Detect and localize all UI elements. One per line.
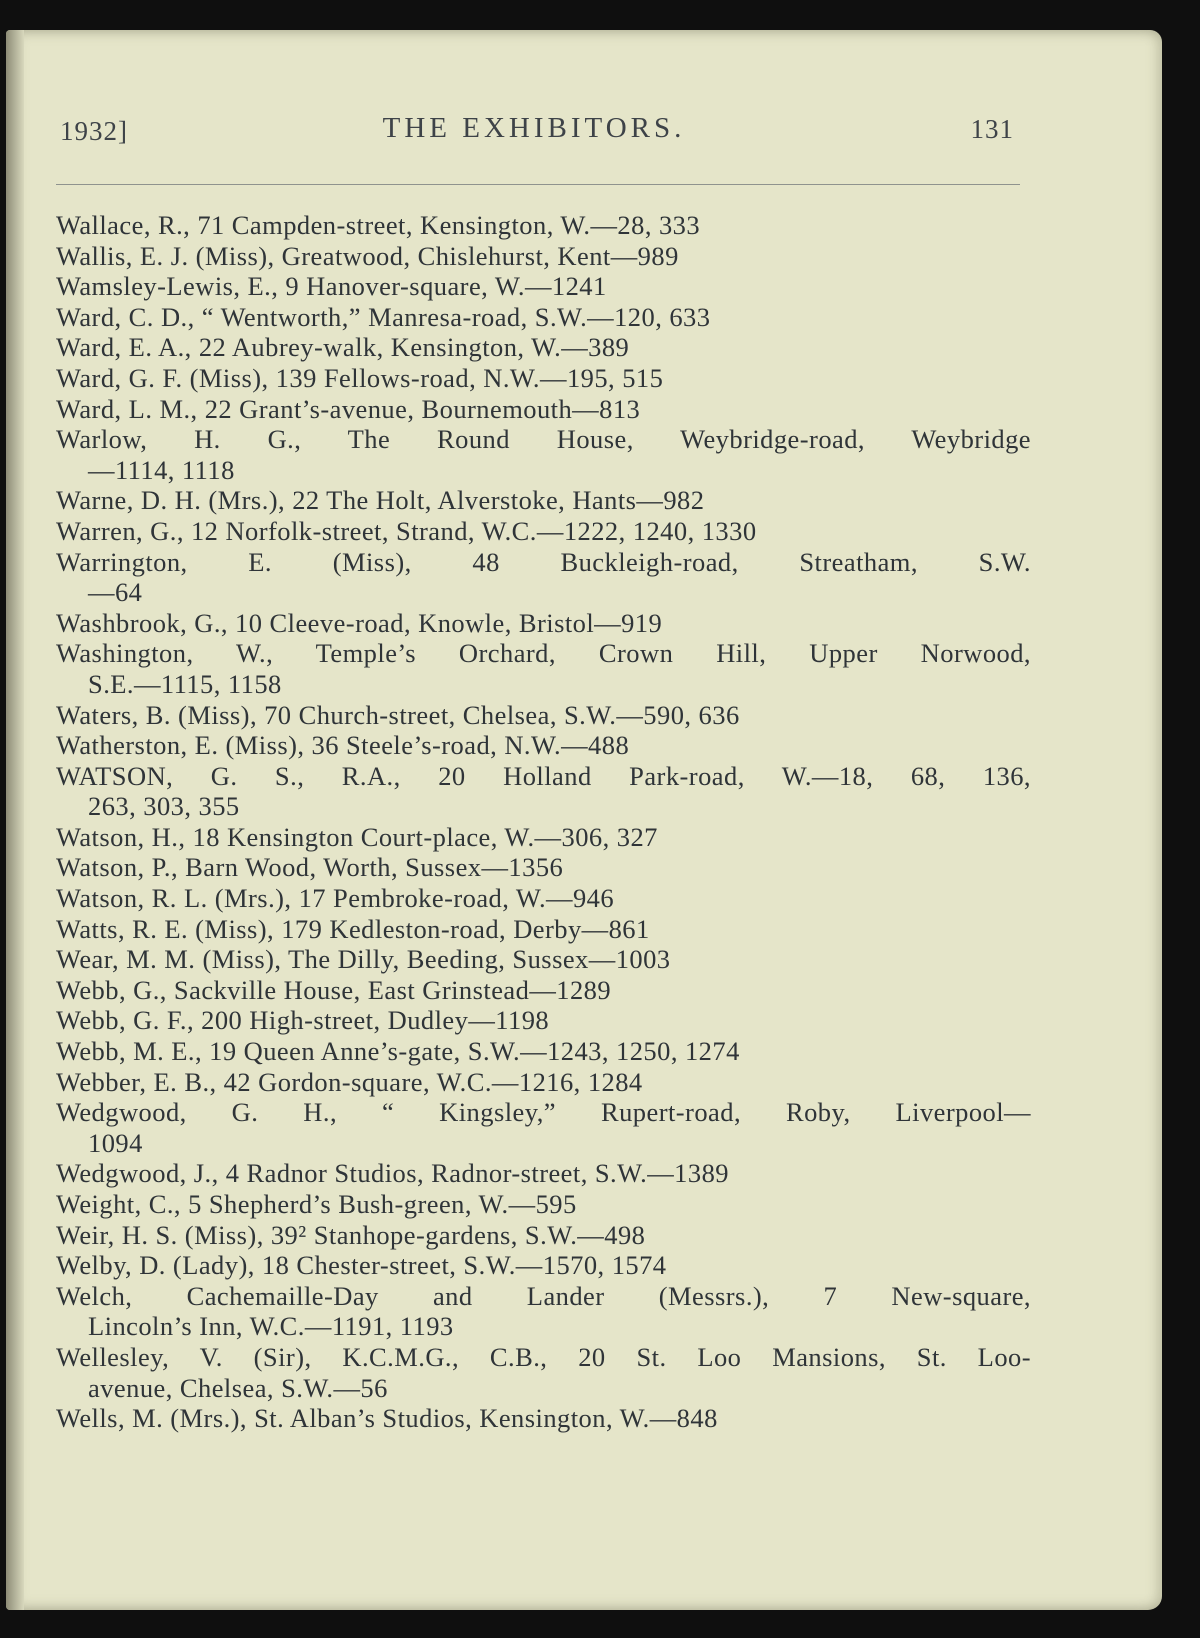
page-spine: [6, 30, 24, 1610]
exhibitor-entry: [56, 975, 1031, 1006]
exhibitor-entry: [56, 302, 1031, 333]
entry-line: Wallis, E. J. (Miss), Greatwood, Chislehurst, Kent—989: [56, 240, 679, 271]
exhibitor-entry: [56, 271, 1031, 302]
entry-line: Wamsley-Lewis, E., 9 Hanover-square, W.—1241: [56, 271, 607, 302]
exhibitor-entry: [56, 1342, 1031, 1403]
exhibitor-entry: [56, 424, 1031, 485]
entry-continuation-line: 1094: [88, 1127, 143, 1158]
entry-continuation-line: S.E.—1115, 1158: [88, 668, 282, 699]
entry-line: Welch, Cachemaille-Day and Lander (Messrs.), 7 New-square,: [56, 1280, 1031, 1311]
entry-line: WATSON, G. S., R.A., 20 Holland Park-road, W.—18, 68, 136,: [56, 760, 1031, 791]
entry-line: Wedgwood, J., 4 Radnor Studios, Radnor-street, S.W.—1389: [56, 1158, 729, 1189]
entry-line: Wellesley, V. (Sir), K.C.M.G., C.B., 20 St. Loo Mansions, St. Loo-: [56, 1341, 1031, 1372]
entry-line: Wells, M. (Mrs.), St. Alban’s Studios, Kensington, W.—848: [56, 1403, 718, 1434]
entry-line: Webb, G. F., 200 High-street, Dudley—1198: [56, 1005, 550, 1036]
entry-line: Welby, D. (Lady), 18 Chester-street, S.W.—1570, 1574: [56, 1250, 667, 1281]
exhibitor-list: [56, 210, 1031, 1434]
entry-line: Ward, E. A., 22 Aubrey-walk, Kensington, W.—389: [56, 332, 630, 363]
entry-line: Webb, G., Sackville House, East Grinstead—1289: [56, 974, 612, 1005]
entry-line: Warne, D. H. (Mrs.), 22 The Holt, Alverstoke, Hants—982: [56, 485, 705, 516]
exhibitor-entry: [56, 1281, 1031, 1342]
page-number: 131: [970, 114, 1014, 144]
exhibitor-entry: [56, 1036, 1031, 1067]
entry-line: Ward, G. F. (Miss), 139 Fellows-road, N.W.—195, 515: [56, 362, 664, 393]
entry-line: Weight, C., 5 Shepherd’s Bush-green, W.—595: [56, 1189, 577, 1219]
exhibitor-entry: [56, 822, 1031, 853]
entry-continuation-line: Lincoln’s Inn, W.C.—1191, 1193: [88, 1311, 454, 1342]
entry-line: Wear, M. M. (Miss), The Dilly, Beeding, Sussex—1003: [56, 944, 671, 975]
exhibitor-entry: [56, 761, 1031, 822]
entry-line: Wedgwood, G. H., “ Kingsley,” Rupert-road, Roby, Liverpool—: [56, 1097, 1031, 1128]
entry-continuation-line: —64: [88, 577, 143, 608]
exhibitor-entry: [56, 485, 1031, 516]
exhibitor-entry: [56, 1067, 1031, 1098]
exhibitor-entry: [56, 608, 1031, 639]
entry-line: Wallace, R., 71 Campden-street, Kensington, W.—28, 333: [56, 210, 701, 240]
exhibitor-entry: [56, 1158, 1031, 1189]
exhibitor-entry: [56, 638, 1031, 699]
entry-continuation-line: —1114, 1118: [88, 454, 235, 485]
exhibitor-entry: [56, 1250, 1031, 1281]
entry-line: Watson, H., 18 Kensington Court-place, W.—306, 327: [56, 821, 658, 852]
exhibitor-entry: [56, 516, 1031, 547]
entry-line: Washbrook, G., 10 Cleeve-road, Knowle, Bristol—919: [56, 607, 663, 638]
entry-continuation-line: avenue, Chelsea, S.W.—56: [88, 1372, 388, 1403]
entry-line: Ward, C. D., “ Wentworth,” Manresa-road, S.W.—120, 633: [56, 301, 711, 332]
exhibitor-entry: [56, 332, 1031, 363]
exhibitor-entry: [56, 944, 1031, 975]
exhibitor-entry: [56, 700, 1031, 731]
exhibitor-entry: [56, 1220, 1031, 1251]
exhibitor-entry: [56, 363, 1031, 394]
exhibitor-entry: [56, 1097, 1031, 1158]
running-header: [54, 106, 1014, 154]
exhibitor-entry: [56, 210, 1031, 241]
entry-line: Webber, E. B., 42 Gordon-square, W.C.—1216, 1284: [56, 1066, 643, 1097]
entry-line: Watherston, E. (Miss), 36 Steele’s-road, N.W.—488: [56, 730, 630, 761]
exhibitor-entry: [56, 730, 1031, 761]
exhibitor-entry: [56, 852, 1031, 883]
entry-line: Watson, P., Barn Wood, Worth, Sussex—1356: [56, 852, 564, 883]
entry-line: Weir, H. S. (Miss), 39² Stanhope-gardens, S.W.—498: [56, 1219, 646, 1250]
entry-line: Ward, L. M., 22 Grant’s-avenue, Bournemouth—813: [56, 393, 641, 424]
exhibitor-entry: [56, 914, 1031, 945]
entry-line: Watts, R. E. (Miss), 179 Kedleston-road, Derby—861: [56, 913, 650, 944]
exhibitor-entry: [56, 547, 1031, 608]
exhibitor-entry: [56, 1403, 1031, 1434]
entry-line: Warrington, E. (Miss), 48 Buckleigh-road, Streatham, S.W.: [56, 546, 1031, 577]
header-title: THE EXHIBITORS.: [382, 112, 686, 144]
entry-line: Webb, M. E., 19 Queen Anne’s-gate, S.W.—1243, 1250, 1274: [56, 1036, 740, 1067]
entry-line: Watson, R. L. (Mrs.), 17 Pembroke-road, W.—946: [56, 883, 615, 914]
exhibitor-entry: [56, 241, 1031, 272]
exhibitor-entry: [56, 883, 1031, 914]
entry-line: Warlow, H. G., The Round House, Weybridge-road, Weybridge: [56, 424, 1031, 455]
header-rule: [56, 184, 1020, 185]
entry-line: Warren, G., 12 Norfolk-street, Strand, W.C.—1222, 1240, 1330: [56, 515, 757, 546]
exhibitor-entry: [56, 394, 1031, 425]
book-page: [6, 30, 1162, 1610]
exhibitor-entry: [56, 1189, 1031, 1220]
header-year: 1932]: [60, 116, 128, 146]
entry-line: Waters, B. (Miss), 70 Church-street, Chelsea, S.W.—590, 636: [56, 699, 740, 730]
exhibitor-entry: [56, 1005, 1031, 1036]
entry-continuation-line: 263, 303, 355: [88, 791, 240, 822]
entry-line: Washington, W., Temple’s Orchard, Crown Hill, Upper Norwood,: [56, 638, 1031, 669]
